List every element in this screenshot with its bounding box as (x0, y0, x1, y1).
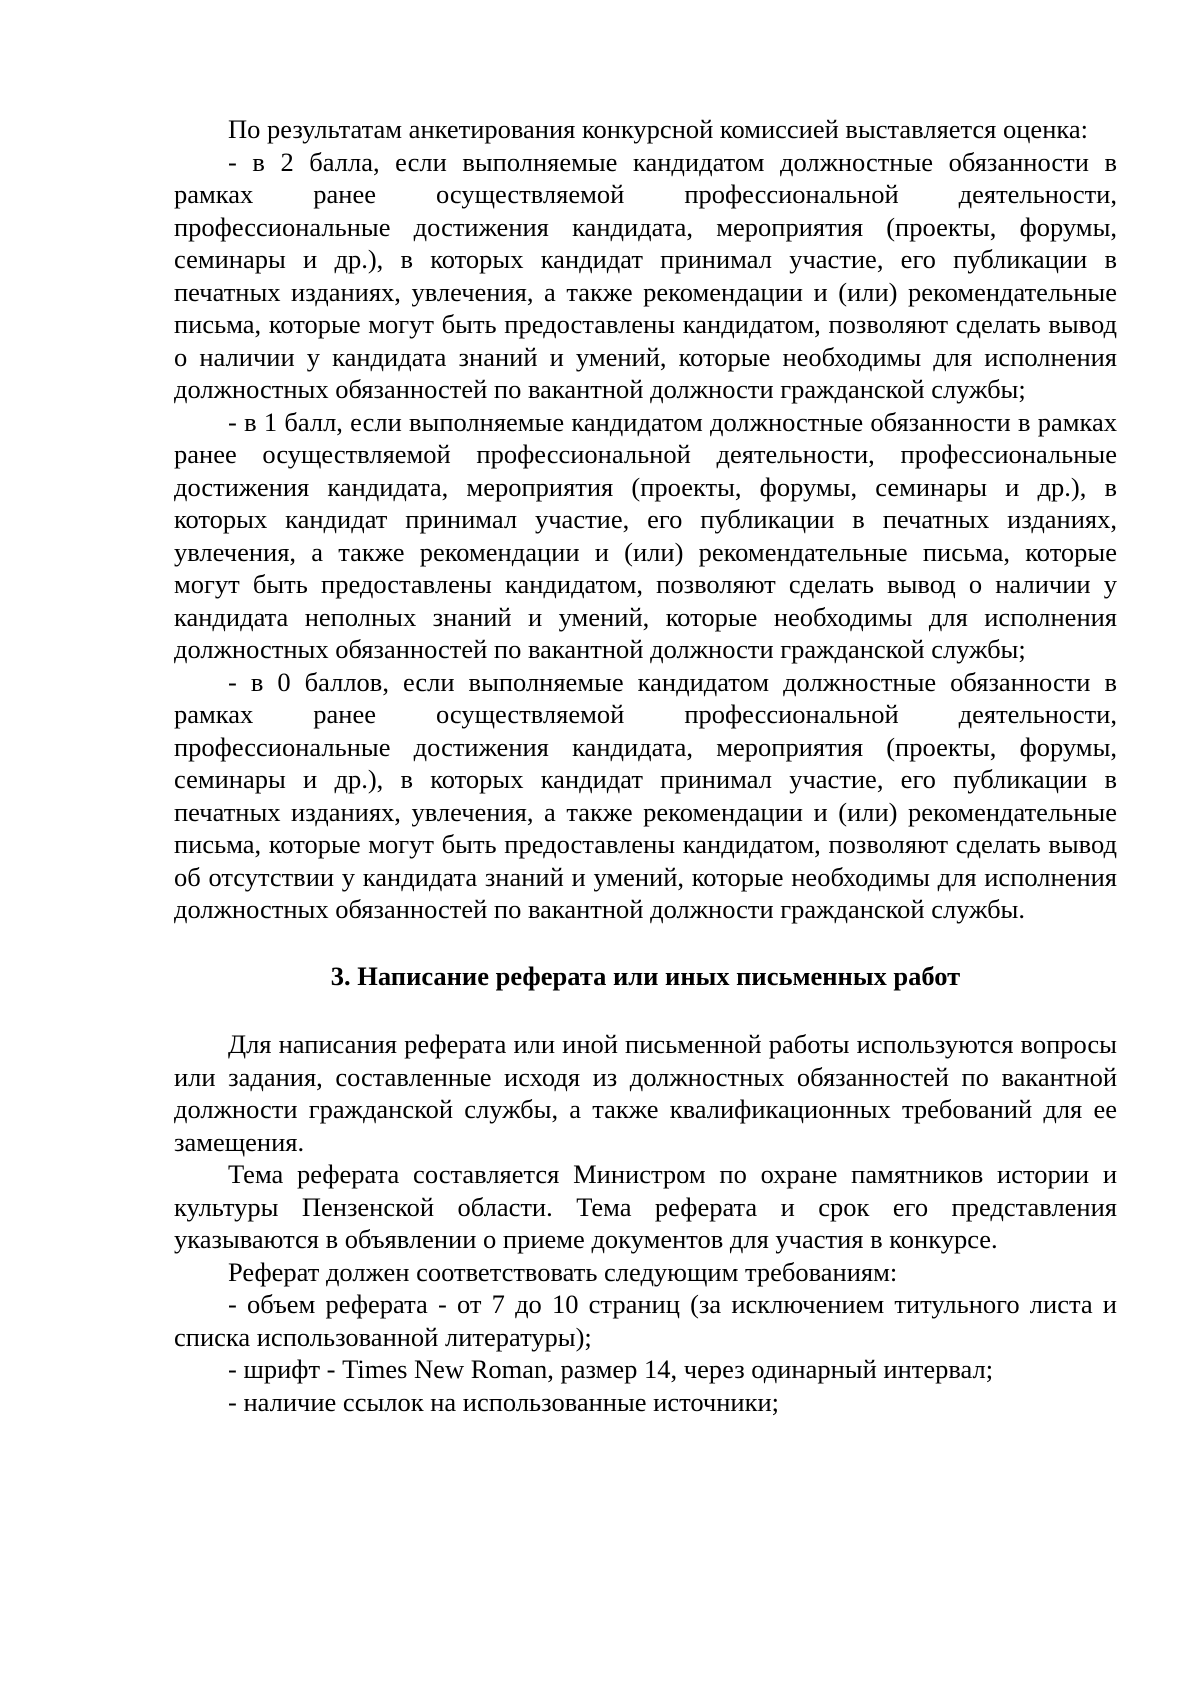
paragraph-essay-requirements: Реферат должен соответствовать следующим требованиям: (228, 1256, 898, 1287)
section-heading: 3. Написание реферата или иных письменных работ (330, 960, 961, 991)
paragraph-score-1: - в 1 балл, если выполняемые кандидатом должностные обязанности в рамках ранее осуществляемой профессиональной деятельности, профессиональные достижения кандидата, мероприятия (проекты, форумы, семинары и др.), в которых кандидат принимал участие, его публикации в печатных изданиях, увлечения, а также рекомендации и (или) рекомендательные письма, которые могут быть предоставлены кандидатом, позволяют сделать вывод о наличии у кандидата неполных знаний и умений, которые необходимы для исполнения должностных обязанностей по вакантной должности гражданской службы; (174, 406, 1117, 664)
list-item-references: - наличие ссылок на использованные источники; (228, 1386, 780, 1417)
list-item-volume: - объем реферата - от 7 до 10 страниц (за исключением титульного листа и списка использованной литературы); (174, 1289, 1117, 1352)
document-page (174, 113, 1117, 1418)
paragraph-essay-topic: Тема реферата составляется Министром по охране памятников истории и культуры Пензенской области. Тема реферата и срок его представления указываются в объявлении о приеме документов для участия в конкурсе. (174, 1159, 1117, 1254)
list-item-font: - шрифт - Times New Roman, размер 14, через одинарный интервал; (228, 1354, 994, 1384)
paragraph-score-2: - в 2 балла, если выполняемые кандидатом должностные обязанности в рамках ранее осуществляемой профессиональной деятельности, профессиональные достижения кандидата, мероприятия (проекты, форумы, семинары и др.), в которых кандидат принимал участие, его публикации в печатных изданиях, увлечения, а также рекомендации и (или) рекомендательные письма, которые могут быть предоставлены кандидатом, позволяют сделать вывод о наличии у кандидата знаний и умений, которые необходимы для исполнения должностных обязанностей по вакантной должности гражданской службы; (174, 146, 1117, 404)
paragraph-essay-questions: Для написания реферата или иной письменной работы используются вопросы или задания, составленные исходя из должностных обязанностей по вакантной должности гражданской службы, а также квалификационных требований для ее замещения. (174, 1029, 1117, 1157)
paragraph-score-0: - в 0 баллов, если выполняемые кандидатом должностные обязанности в рамках ранее осуществляемой профессиональной деятельности, профессиональные достижения кандидата, мероприятия (проекты, форумы, семинары и др.), в которых кандидат принимал участие, его публикации в печатных изданиях, увлечения, а также рекомендации и (или) рекомендательные письма, которые могут быть предоставлены кандидатом, позволяют сделать вывод об отсутствии у кандидата знаний и умений, которые необходимы для исполнения должностных обязанностей по вакантной должности гражданской службы. (174, 666, 1117, 924)
paragraph-assessment-intro: По результатам анкетирования конкурсной комиссией выставляется оценка: (228, 114, 1088, 144)
